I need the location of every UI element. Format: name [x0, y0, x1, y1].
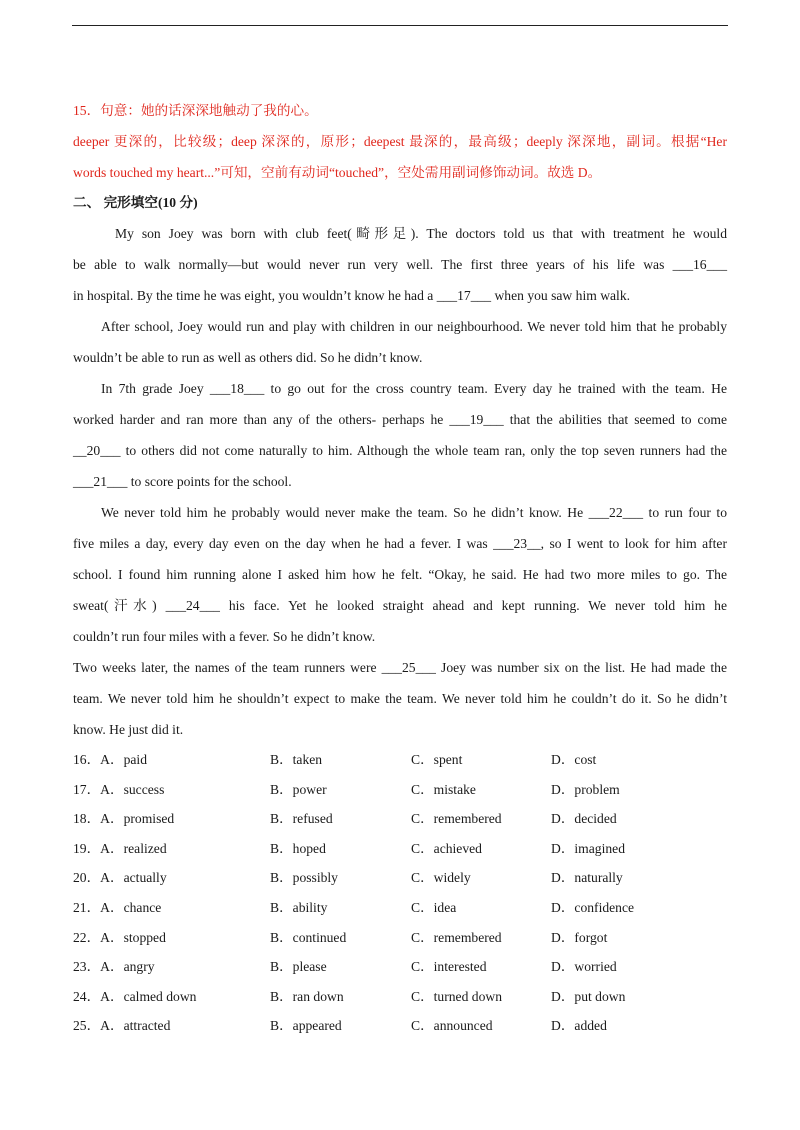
option-d: D．imagined	[551, 840, 625, 856]
option-a: 23．A．angry	[73, 959, 155, 975]
option-b: B．hoped	[270, 840, 326, 856]
question-row	[73, 923, 727, 953]
question-options	[73, 745, 727, 1041]
passage-line: team. We never told him he shouldn’t expect to make the team. We never told him he couldn’t do it. So he didn’t	[73, 691, 727, 706]
option-a: 21．A．chance	[73, 899, 162, 915]
question-row	[73, 893, 727, 923]
passage-line: worked harder and ran more than any of the others- perhaps he ___19___ that the abilities that seemed to come	[73, 412, 727, 427]
option-c: C．spent	[411, 752, 463, 767]
option-a: 18．A．promised	[73, 811, 175, 827]
question-row	[73, 745, 727, 775]
passage-line: know. He just did it.	[73, 722, 184, 737]
option-b: B．taken	[270, 752, 323, 767]
passage-line: in hospital. By the time he was eight, you wouldn’t know he had a ___17___ when you saw him walk.	[73, 288, 631, 303]
option-b: B．possibly	[270, 870, 338, 886]
option-c: C．widely	[411, 870, 471, 886]
passage-line: My son Joey was born with club feet(畸形足). The doctors told us that with treatment he would	[115, 226, 727, 241]
option-d: D．added	[551, 1018, 607, 1034]
option-d: D．decided	[551, 811, 617, 827]
question-row	[73, 952, 727, 982]
option-c: C．remembered	[411, 811, 502, 827]
option-a: 25．A．attracted	[73, 1018, 171, 1034]
question-row	[73, 834, 727, 864]
passage-line: school. I found him running alone I asked him how he felt. “Okay, he said. He had two more miles to go. The	[73, 567, 727, 582]
passage-line: In 7th grade Joey ___18___ to go out for the cross country team. Every day he trained with the team. He	[101, 381, 727, 396]
passage-line: After school, Joey would run and play with children in our neighbourhood. We never told him that he probably	[101, 319, 727, 334]
option-a: 22．A．stopped	[73, 929, 166, 945]
passage-line: five miles a day, every day even on the day when he had a fever. I was ___23__, so I went to look for him after	[73, 536, 727, 551]
option-d: D．cost	[551, 752, 597, 767]
passage-line: __20___ to others did not come naturally to him. Although the whole team ran, only the top seven runners had the	[73, 443, 727, 458]
option-d: D．naturally	[551, 870, 623, 886]
option-b: B．please	[270, 959, 327, 975]
option-d: D．problem	[551, 781, 620, 797]
option-d: D．put down	[551, 988, 626, 1004]
option-d: D．forgot	[551, 929, 608, 945]
option-c: C．remembered	[411, 929, 502, 945]
option-b: B．appeared	[270, 1018, 342, 1034]
passage-line: sweat(汗水) ___24___ his face. Yet he looked straight ahead and kept running. We never told him he	[73, 598, 727, 613]
option-b: B．refused	[270, 811, 333, 827]
explanation-line: words touched my heart...”可知，空前有动词“touched”，空处需用副词修饰动词。故选 D。	[73, 165, 602, 180]
option-a: 24．A．calmed down	[73, 988, 197, 1004]
option-b: B．ran down	[270, 988, 344, 1004]
option-c: C．announced	[411, 1018, 493, 1034]
option-c: C．interested	[411, 959, 487, 975]
answer-explanation	[73, 95, 727, 188]
option-c: C．mistake	[411, 781, 476, 797]
option-b: B．ability	[270, 899, 328, 915]
section-title: 二、 完形填空(10 分)	[73, 195, 198, 210]
option-c: C．turned down	[411, 988, 502, 1004]
cloze-passage	[73, 218, 727, 745]
passage-line: be able to walk normally—but would never run very well. The first three years of his life was ___16___	[73, 257, 727, 272]
option-a: 17．A．success	[73, 781, 165, 797]
passage-line: ___21___ to score points for the school.	[73, 474, 292, 489]
passage-line: We never told him he probably would never make the team. So he didn’t know. He ___22___ to run four to	[101, 505, 727, 520]
document-body	[73, 95, 727, 1041]
option-b: B．power	[270, 781, 327, 797]
option-c: C．achieved	[411, 840, 482, 856]
explanation-line: deeper 更深的，比较级；deep 深深的，原形；deepest 最深的，最高级；deeply 深深地，副词。根据“Her	[73, 134, 727, 149]
passage-line: couldn’t run four miles with a fever. So he didn’t know.	[73, 629, 376, 644]
passage-line: Two weeks later, the names of the team runners were ___25___ Joey was number six on the list. He had made the	[73, 660, 727, 675]
option-a: 16．A．paid	[73, 752, 148, 767]
option-c: C．idea	[411, 899, 457, 915]
option-d: D．confidence	[551, 899, 635, 915]
question-row	[73, 804, 727, 834]
option-d: D．worried	[551, 959, 617, 975]
passage-line: wouldn’t be able to run as well as others did. So he didn’t know.	[73, 350, 423, 365]
question-row	[73, 775, 727, 805]
header-rule	[72, 25, 728, 26]
question-row	[73, 982, 727, 1012]
option-a: 20．A．actually	[73, 870, 167, 886]
explanation-line: 15．句意：她的话深深地触动了我的心。	[73, 103, 318, 118]
option-a: 19．A．realized	[73, 840, 167, 856]
question-row	[73, 1011, 727, 1041]
question-row	[73, 863, 727, 893]
option-b: B．continued	[270, 929, 347, 945]
